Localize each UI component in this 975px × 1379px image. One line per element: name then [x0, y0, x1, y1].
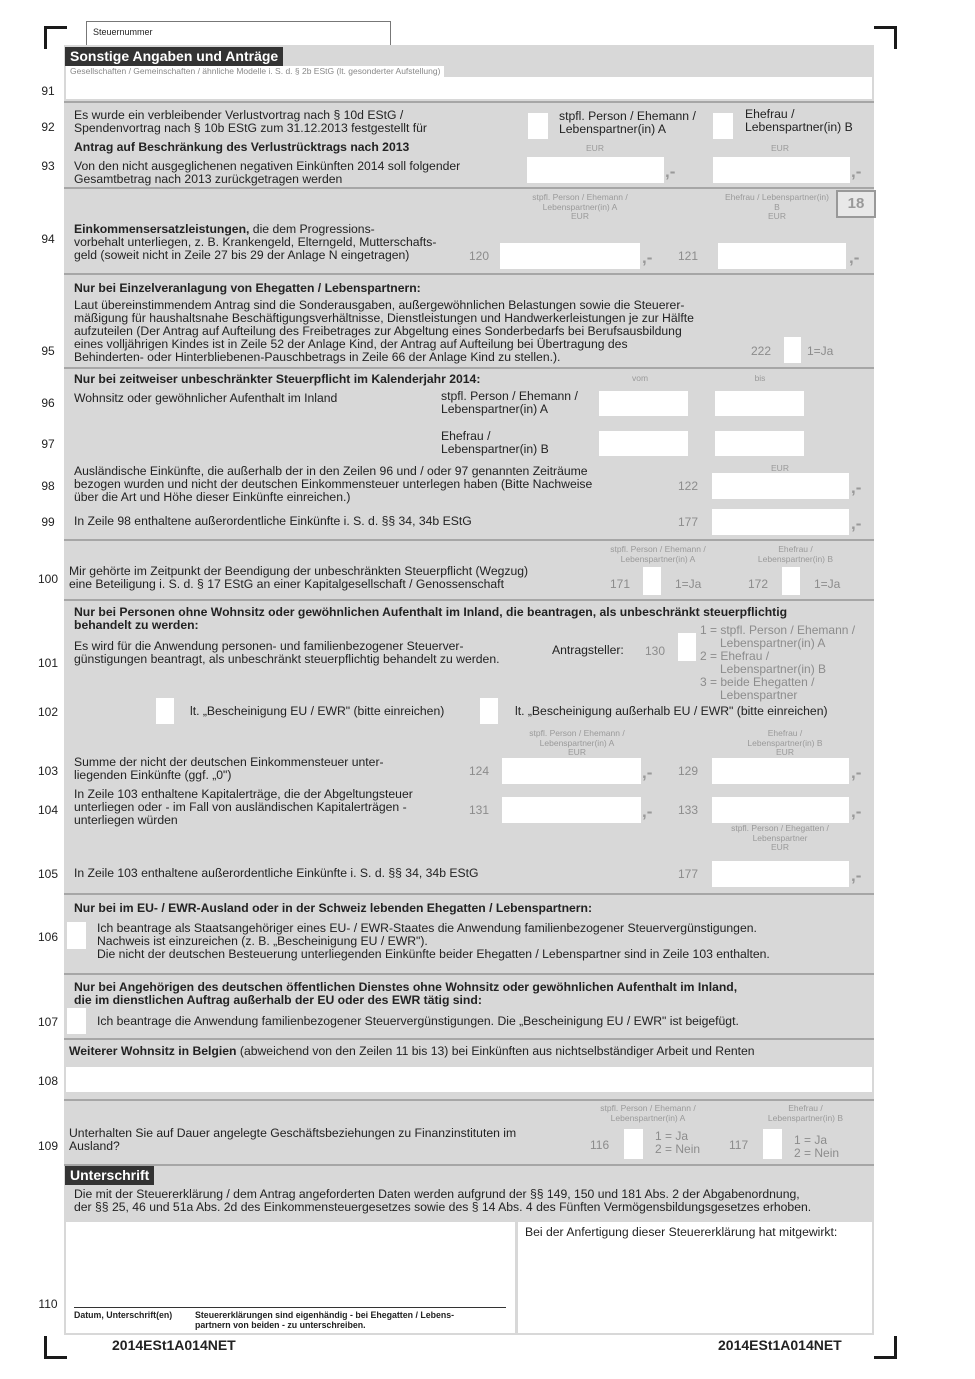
line-number-101: 101 [37, 656, 59, 670]
corner-mark-top-right [874, 26, 897, 49]
belgien-text: Weiterer Wohnsitz in Belgien (abweichend von den Zeilen 11 bis 13) bei Einkünften aus nichtselbständiger Arbeit und Renten [69, 1044, 755, 1058]
row-separator [64, 101, 874, 103]
beteiligung-text-2: eine Beteiligung i. S. d. § 17 EStG an einer Kapitalgesellschaft / Genossenschaft [69, 577, 504, 591]
row-separator [64, 1164, 874, 1166]
code-131: 131 [469, 803, 490, 817]
code-171: 171 [610, 577, 631, 591]
line-number-103: 103 [37, 764, 59, 778]
wohnsitz-b-vom-input[interactable] [599, 431, 688, 456]
person-a-header-94: stpfl. Person / Ehemann / Lebenspartner(in) A EUR [532, 192, 628, 221]
wohnsitz-a-bis-input[interactable] [715, 391, 804, 416]
person-b-label-2: Lebenspartner(in) B [745, 120, 853, 134]
person-b-header-109: Ehefrau / Lebenspartner(in) B [767, 1103, 844, 1123]
row-separator [64, 973, 874, 975]
kapitalertraege-text-3: unterliegen würden [74, 813, 178, 827]
auslaendische-text-1: Ausländische Einkünfte, die außerhalb der in den Zeilen 96 und / oder 97 genannten Zeiträume [74, 464, 588, 478]
ja-nein-a-2: 2 = Nein [655, 1142, 701, 1156]
finanzinstitute-text-2: Ausland? [69, 1139, 120, 1153]
person-a-header-109: stpfl. Person / Ehemann / Lebenspartner(in) A [600, 1103, 696, 1123]
section-title: Sonstige Angaben und Anträge [65, 47, 283, 66]
einkommensersatz-input-b[interactable] [718, 243, 846, 269]
verlustvortrag-text-1: Es wurde ein verbleibender Verlustvortrag nach § 10d EStG / [74, 108, 404, 122]
ohne-wohnsitz-text-2: günstigungen beantragt, als unbeschränkt steuerpflichtig behandelt zu werden. [74, 652, 500, 666]
row-separator [64, 1038, 874, 1040]
corner-mark-bottom-right [874, 1336, 897, 1359]
ohne-wohnsitz-text-1: Es wird für die Anwendung personen- und familienbezogener Steuerver- [74, 639, 464, 653]
datenschutz-text-1: Die mit der Steuererklärung / dem Antrag angeforderten Daten werden aufgrund der §§ 149, 150 und 181 Abs. 2 der Abgabenordnung, [74, 1187, 800, 1201]
bescheinigung-non-eu-checkbox[interactable] [480, 698, 498, 724]
line-number-96: 96 [41, 396, 55, 410]
antragsteller-option-1b: Lebenspartner(in) A [720, 636, 826, 650]
finanzinstitute-text-1: Unterhalten Sie auf Dauer angelegte Geschäftsbeziehungen zu Finanzinstituten im [69, 1126, 517, 1140]
code-130: 130 [645, 644, 666, 658]
row-separator [64, 1099, 874, 1101]
person-b-label-97-1: Ehefrau / [441, 429, 491, 443]
auslaendische-input[interactable] [712, 473, 849, 499]
line-number-106: 106 [37, 930, 59, 944]
person-b-label-1: Ehefrau / [745, 107, 795, 121]
person-a-header-100: stpfl. Person / Ehemann / Lebenspartner(in) A [610, 544, 706, 564]
eu-ausland-checkbox[interactable] [67, 922, 86, 949]
cents-dash: ,- [849, 248, 860, 267]
line-number-110: 110 [38, 1297, 58, 1311]
summe-text-1: Summe der nicht der deutschen Einkommensteuer unter- [74, 755, 384, 769]
kapitalertraege-text-2: unterliegen oder - im Fall von ausländischen Kapitalerträgen - [74, 800, 407, 814]
antragsteller-option-2: 2 = Ehefrau / [700, 649, 770, 663]
line-number-93: 93 [41, 159, 55, 173]
einkommensersatz-text-2: vorbehalt unterliegen, z. B. Krankengeld, Elterngeld, Mutterschafts- [74, 235, 437, 249]
beteiligung-checkbox-a[interactable] [643, 567, 661, 595]
ausserordentliche-98-text: In Zeile 98 enthaltene außerordentliche Einkünfte i. S. d. §§ 34, 34b EStG [74, 514, 472, 528]
bescheinigung-eu-label: lt. „Bescheinigung EU / EWR" (bitte einreichen) [190, 704, 445, 718]
beteiligung-text-1: Mir gehörte im Zeitpunkt der Beendigung der unbeschränkten Steuerpflicht (Wegzug) [69, 564, 529, 578]
code-172: 172 [748, 577, 769, 591]
ausserordentliche-103-text: In Zeile 103 enthaltene außerordentliche Einkünfte i. S. d. §§ 34, 34b EStG [74, 866, 479, 880]
date-signature-label: Datum, Unterschrift(en) [74, 1310, 173, 1320]
person-a-label-1: stpfl. Person / Ehemann / [559, 109, 696, 123]
wohnsitz-text: Wohnsitz oder gewöhnlicher Aufenthalt im Inland [74, 391, 338, 405]
verlustruecktrag-input-b[interactable] [713, 157, 850, 183]
wohnsitz-a-vom-input[interactable] [599, 391, 688, 416]
oeffentlicher-dienst-heading-2: die im dienstlichen Auftrag außerhalb der EU oder des EWR tätig sind: [74, 993, 482, 1007]
cents-dash: ,- [665, 162, 676, 181]
cents-dash: ,- [642, 248, 653, 267]
verlustvortrag-checkbox-b[interactable] [713, 113, 733, 139]
eur-label-b-93: EUR [771, 143, 789, 153]
ja-hint: 1=Ja [807, 344, 834, 358]
verlustruecktrag-text-2: Gesamtbetrag nach 2013 zurückgetragen werden [74, 172, 343, 186]
form-code-right: 2014ESt1A014NET [718, 1337, 842, 1353]
cents-dash: ,- [851, 162, 862, 181]
einzelveranlagung-line-1: Laut übereinstimmendem Antrag sind die Sonderausgaben, außergewöhnlichen Belastungen sowie die Steuerer- [74, 298, 685, 312]
vom-label: vom [631, 373, 649, 383]
code-116: 116 [590, 1138, 610, 1152]
row-separator [64, 539, 874, 541]
ja-hint: 1=Ja [814, 577, 841, 591]
einkommensersatz-input-a[interactable] [500, 243, 640, 269]
kapitalertraege-text-1: In Zeile 103 enthaltene Kapitalerträge, die der Abgeltungsteuer [74, 787, 413, 801]
ja-nein-b-2: 2 = Nein [794, 1146, 840, 1160]
person-b-header-100: Ehefrau / Lebenspartner(in) B [757, 544, 834, 564]
verlustruecktrag-text-1: Von den nicht ausgeglichenen negativen Einkünften 2014 soll folgender [74, 159, 461, 173]
ausserordentliche-103-input[interactable] [712, 861, 849, 887]
person-a-header-103: stpfl. Person / Ehemann / Lebenspartner(in) A EUR [529, 728, 625, 757]
person-a-label-96-1: stpfl. Person / Ehemann / [441, 389, 578, 403]
person-b-header-103: Ehefrau / Lebenspartner(in) B EUR [747, 728, 823, 757]
verlustruecktrag-heading: Antrag auf Beschränkung des Verlustrücktrags nach 2013 [74, 140, 410, 154]
line-number-109: 109 [37, 1139, 59, 1153]
page-badge: 18 [836, 190, 876, 218]
einzelveranlagung-heading: Nur bei Einzelveranlagung von Ehegatten / Lebenspartnern: [74, 281, 421, 295]
code-122: 122 [678, 479, 699, 493]
verlustvortrag-checkbox-a[interactable] [528, 113, 548, 139]
antragsteller-option-1: 1 = stpfl. Person / Ehemann / [700, 623, 856, 637]
ja-nein-b-1: 1 = Ja [794, 1133, 828, 1147]
section-subtitle: Gesellschaften / Gemeinschaften / ähnliche Modelle i. S. d. § 2b EStG (lt. gesonderter Aufstellung) [66, 66, 444, 77]
row-separator [64, 367, 874, 369]
zeitweise-heading: Nur bei zeitweiser unbeschränkter Steuerpflicht im Kalenderjahr 2014: [74, 372, 481, 386]
einzelveranlagung-line-2: mäßigung für haushaltsnahe Beschäftigungsverhältnisse, Dienstleistungen und Handwerkerleistungen je zur Hälfte [74, 311, 694, 325]
form-code-left: 2014ESt1A014NET [112, 1337, 236, 1353]
cents-dash: ,- [851, 866, 862, 885]
row-separator [64, 599, 874, 601]
summe-input-a[interactable] [502, 758, 641, 784]
auslaendische-text-2: bezogen wurden und nicht der deutschen Einkommensteuer unterlegen haben (Bitte Nachweise [74, 477, 593, 491]
ohne-wohnsitz-heading-1: Nur bei Personen ohne Wohnsitz oder gewöhnlichen Aufenthalt im Inland, die beantragen, als unbeschränkt steuerpflichtig [74, 605, 788, 619]
oeffentlicher-dienst-checkbox[interactable] [67, 1008, 86, 1034]
code-133: 133 [678, 803, 699, 817]
line-number-94: 94 [41, 232, 55, 246]
cents-dash: ,- [642, 763, 653, 782]
row-separator [64, 187, 874, 189]
unterschrift-title: Unterschrift [65, 1166, 154, 1185]
eu-ausland-text-3: Die nicht der deutschen Besteuerung unterliegenden Einkünfte beider Ehegatten / Lebenspartner sind in Zeile 103 enthalten. [97, 947, 770, 961]
steuernummer-label: Steuernummer [93, 27, 153, 37]
signature-line [74, 1307, 506, 1308]
bis-label: bis [754, 373, 766, 383]
helper-label: Bei der Anfertigung dieser Steuererklärung hat mitgewirkt: [525, 1225, 838, 1239]
person-b-header-94: Ehefrau / Lebenspartner(in) B EUR [725, 192, 829, 221]
signature-note-2: partnern von beiden - zu unterschreiben. [195, 1320, 366, 1330]
datenschutz-text-2: der §§ 25, 46 und 51a Abs. 2d des Einkommensteuergesetzes sowie des § 14 Abs. 4 des Fünften Vermögensbildungsgesetzes erhoben. [74, 1200, 812, 1214]
antragsteller-input[interactable] [678, 633, 696, 661]
antragsteller-option-2b: Lebenspartner(in) B [720, 662, 827, 676]
ehegatten-header-105: stpfl. Person / Ehegatten / Lebenspartner EUR [731, 823, 829, 852]
code-121: 121 [678, 249, 699, 263]
bescheinigung-eu-checkbox[interactable] [156, 698, 174, 724]
belgien-input[interactable] [66, 1067, 872, 1092]
person-a-label-2: Lebenspartner(in) A [559, 122, 667, 136]
cents-dash: ,- [851, 514, 862, 533]
line-number-91: 91 [41, 84, 55, 98]
oeffentlicher-dienst-text: Ich beantrage die Anwendung familienbezogener Steuervergünstigungen. Die „Bescheinigung EU / EWR" ist beigefügt. [97, 1014, 739, 1028]
line-number-98: 98 [41, 479, 55, 493]
eur-label-98: EUR [771, 463, 789, 473]
ja-hint: 1=Ja [675, 577, 702, 591]
line-number-95: 95 [41, 344, 55, 358]
kapitalertraege-input-a[interactable] [502, 797, 641, 823]
gesellschaften-input[interactable] [66, 77, 872, 99]
summe-text-2: liegenden Einkünfte (ggf. „0") [74, 768, 232, 782]
code-177-99: 177 [678, 515, 699, 529]
bescheinigung-non-eu-label: lt. „Bescheinigung außerhalb EU / EWR" (bitte einreichen) [515, 704, 828, 718]
verlustvortrag-text-2: Spendenvortrag nach § 10b EStG zum 31.12.2013 festgestellt für [74, 121, 427, 135]
steuernummer-box[interactable] [86, 21, 391, 46]
einzelveranlagung-checkbox[interactable] [784, 337, 801, 363]
eur-label-a-93: EUR [586, 143, 604, 153]
antragsteller-option-3b: Lebenspartner [720, 688, 798, 702]
line-number-105: 105 [37, 867, 59, 881]
eu-ausland-text-2: Nachweis ist einzureichen (z. B. „Bescheinigung EU / EWR"). [97, 934, 428, 948]
eu-ausland-text-1: Ich beantrage als Staatsangehöriger eines EU- / EWR-Staates die Anwendung familienbezogener Steuervergünstigungen. [97, 921, 757, 935]
ausserordentliche-98-input[interactable] [712, 509, 849, 535]
code-222: 222 [751, 344, 772, 358]
line-number-97: 97 [41, 437, 55, 451]
line-number-104: 104 [37, 803, 59, 817]
cents-dash: ,- [851, 478, 862, 497]
line-number-100: 100 [37, 572, 59, 586]
oeffentlicher-dienst-heading-1: Nur bei Angehörigen des deutschen öffentlichen Dienstes ohne Wohnsitz oder gewöhnlichen Aufenthalt im Inland, [74, 980, 738, 994]
row-separator [64, 893, 874, 895]
ohne-wohnsitz-heading-2: behandelt zu werden: [74, 618, 199, 632]
row-separator [64, 273, 874, 275]
cents-dash: ,- [851, 802, 862, 821]
antragsteller-option-3: 3 = beide Ehegatten / [700, 675, 815, 689]
corner-mark-bottom-left [44, 1336, 67, 1359]
einzelveranlagung-line-5: Behinderten- oder Hinterbliebenen-Pauschbetrags in Zeile 66 der Anlage Kind zu stellen.). [74, 350, 561, 364]
kapitalertraege-input-b[interactable] [712, 797, 849, 823]
cents-dash: ,- [642, 802, 653, 821]
antragsteller-label: Antragsteller: [552, 643, 624, 657]
line-number-99: 99 [41, 515, 55, 529]
line-number-108: 108 [37, 1074, 59, 1088]
person-b-label-97-2: Lebenspartner(in) B [441, 442, 549, 456]
einkommensersatz-text-3: geld (soweit nicht in Zeile 27 bis 29 der Anlage N eingetragen) [74, 248, 410, 262]
person-a-label-96-2: Lebenspartner(in) A [441, 402, 549, 416]
ja-nein-a-1: 1 = Ja [655, 1129, 689, 1143]
summe-input-b[interactable] [712, 758, 849, 784]
finanzinstitute-input-b[interactable] [763, 1129, 782, 1159]
beteiligung-checkbox-b[interactable] [782, 567, 800, 595]
line-number-102: 102 [37, 705, 59, 719]
code-117: 117 [729, 1138, 749, 1152]
line-number-92: 92 [41, 120, 55, 134]
einzelveranlagung-line-3: aufzuteilen (Der Antrag auf Aufteilung des Freibetrages zur Abgeltung eines Sonderbedarfs bei Berufsausbildung [74, 324, 682, 338]
wohnsitz-b-bis-input[interactable] [715, 431, 804, 456]
eu-ausland-heading: Nur bei im EU- / EWR-Ausland oder in der Schweiz lebenden Ehegatten / Lebenspartnern: [74, 901, 593, 915]
code-129: 129 [678, 764, 699, 778]
einzelveranlagung-line-4: eines volljährigen Kindes ist in Zeile 52 der Anlage Kind, der Antrag auf Aufteilung bei Übertragung des [74, 337, 628, 351]
code-177-105: 177 [678, 867, 699, 881]
line-number-107: 107 [37, 1015, 59, 1029]
code-120: 120 [469, 249, 490, 263]
verlustruecktrag-input-a[interactable] [527, 157, 664, 183]
finanzinstitute-input-a[interactable] [624, 1129, 643, 1159]
auslaendische-text-3: über die Art und Höhe dieser Einkünfte einreichen.) [74, 490, 351, 504]
signature-note-1: Steuererklärungen sind eigenhändig - bei Ehegatten / Lebens- [195, 1310, 455, 1320]
cents-dash: ,- [851, 763, 862, 782]
code-124: 124 [469, 764, 490, 778]
einkommensersatz-text-1: Einkommensersatzleistungen, die dem Progressions- [74, 222, 375, 236]
